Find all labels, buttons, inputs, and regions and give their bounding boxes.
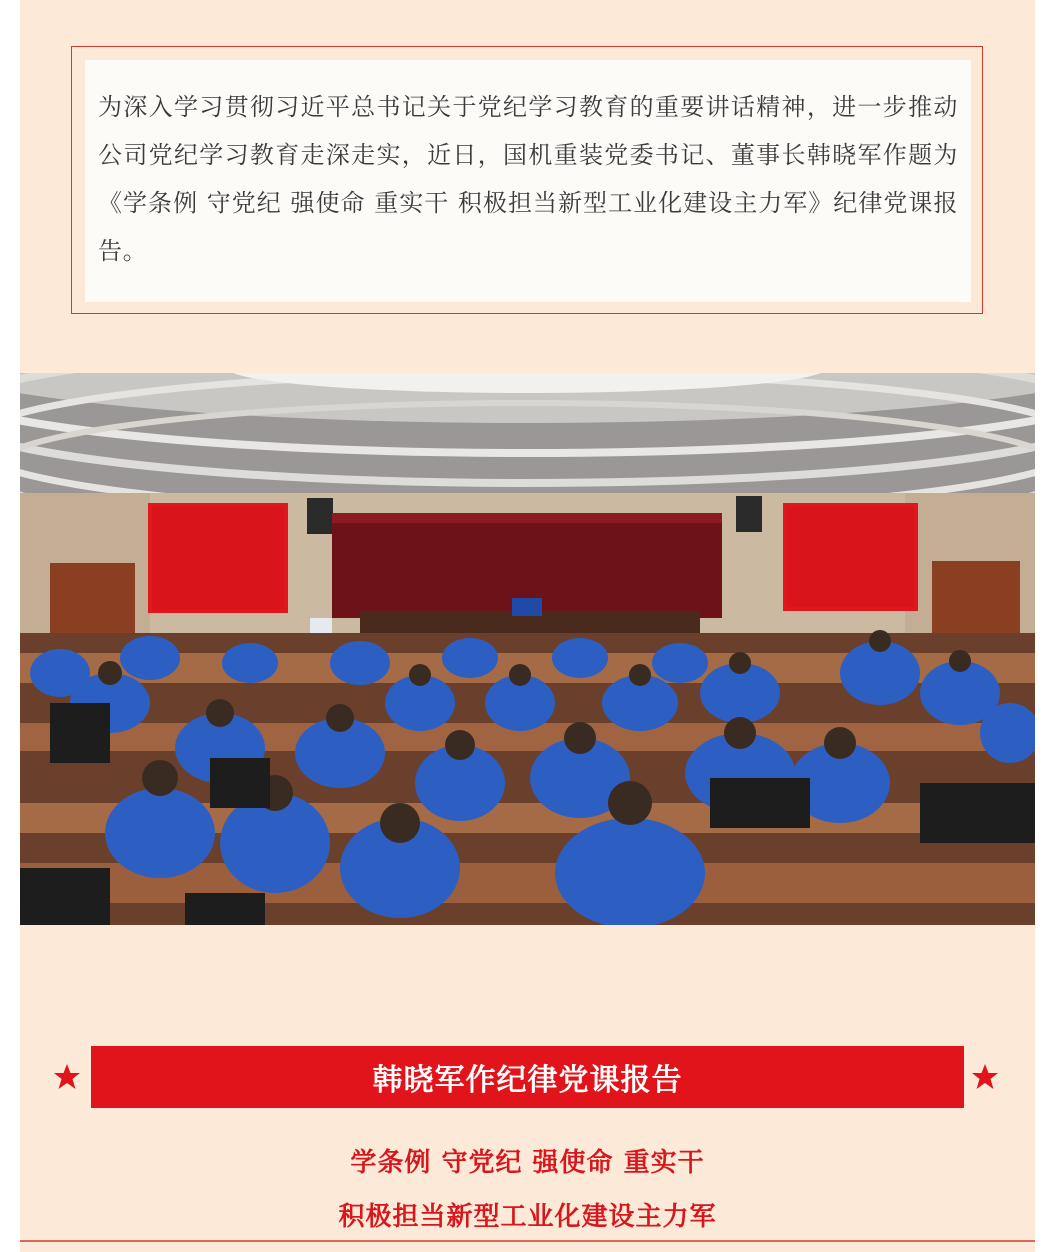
article-page — [20, 0, 1035, 1252]
star-icon — [52, 1062, 82, 1092]
intro-box — [71, 46, 983, 314]
meeting-hall-photo — [20, 373, 1035, 925]
subtitle-line-2: 积极担当新型工业化建设主力军 — [338, 1202, 717, 1232]
divider — [20, 1240, 1035, 1242]
section-banner — [91, 1046, 964, 1108]
subtitle-line-1: 学条例 守党纪 强使命 重实干 — [350, 1148, 705, 1178]
banner-title: 韩晓军作纪律党课报告 — [372, 1063, 683, 1098]
intro-inner — [85, 60, 971, 302]
intro-paragraph: 为深入学习贯彻习近平总书记关于党纪学习教育的重要讲话精神，进一步推动公司党纪学习教育走深走实，近日，国机重装党委书记、董事长韩晓军作题为《学条例 守党纪 强使命 重实干 积极担当新型工业化建设主力军》纪律党课报告。 — [98, 93, 958, 265]
star-icon — [970, 1062, 1000, 1092]
